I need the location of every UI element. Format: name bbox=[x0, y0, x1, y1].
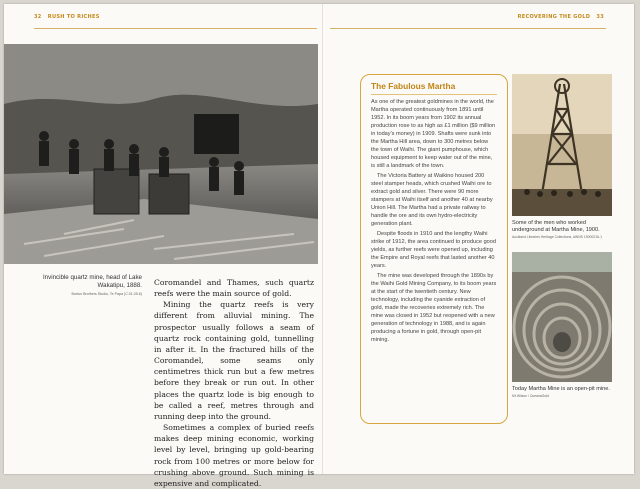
left-page-number: 32 bbox=[34, 14, 42, 20]
body-text bbox=[154, 277, 314, 489]
body-paragraph: Sometimes a complex of buried reefs makes deep mining economic, working level by level, bringing up gold-bearing rock from 100 metres or more below for crushing above ground. Such mining is expensive and complicated. bbox=[154, 423, 314, 488]
top-right-photo-caption bbox=[512, 220, 612, 240]
bottom-right-caption-credit: Kit Wilson / OceanaGold bbox=[512, 394, 549, 398]
left-header-rule bbox=[34, 28, 317, 29]
open-pit-mine-photo bbox=[512, 252, 612, 382]
right-header-rule bbox=[330, 28, 606, 29]
left-photo-caption bbox=[38, 274, 142, 297]
sidebar-title: The Fabulous Martha bbox=[371, 81, 456, 91]
left-caption-text: Invincible quartz mine, head of Lake Wakatipu, 1888. bbox=[42, 274, 142, 289]
sidebar-box bbox=[360, 74, 508, 424]
sidebar-paragraph: As one of the greatest goldmines in the world, the Martha operated continuously from 1891 until 1952. In its boom years from 1902 its annual production rose to as high as £1 million ($9 million in today's money) in 1909. Shafts were sunk into the Martha Hill area, down to 300 metres below the town of Waihi. The giant pumphouse, which housed equipment to keep water out of the mine, is still a landmark of the town. bbox=[371, 98, 496, 169]
sidebar-text bbox=[371, 98, 497, 344]
right-page-number: 33 bbox=[596, 14, 604, 20]
body-paragraph: Mining the quartz reefs is very different from alluvial mining. The prospector usually follows a seam of quartz rock containing gold, tunnelling in after it. In the fractured hills of the Coromandel, some seams only centimetres thick run but a few metres before they break or run out. In other places the quartz lode is big enough to be called a reef, metres through and running deep into the ground. bbox=[154, 300, 314, 421]
bottom-right-caption-text: Today Martha Mine is an open-pit mine. bbox=[512, 386, 610, 392]
left-running-header bbox=[34, 14, 100, 20]
bottom-right-photo-caption bbox=[512, 386, 612, 399]
body-paragraph: Coromandel and Thames, such quartz reefs were the main source of gold. bbox=[154, 278, 314, 299]
left-caption-credit: Burton Brothers Studio, Te Papa (C.01.05.6) bbox=[71, 292, 142, 296]
sidebar-paragraph: Despite floods in 1910 and the lengthy Waihi strike of 1912, the area continued to produce good yields, as further reefs were opened up, including the Empire and Royal reefs that lasted another 40 years. bbox=[371, 230, 497, 269]
sidebar-paragraph: The mine was developed through the 1890s by the Waihi Gold Mining Company, to its boom years at the start of the twentieth century. New technology, including the cyanide extraction of gold, made the recoveries extremely rich. The mine was closed in 1952 but reopened with a new generation of technology in 1988, and is again producing a fortune in gold, through open-pit mining. bbox=[371, 272, 497, 343]
book-spread bbox=[4, 4, 634, 488]
sidebar-title-rule bbox=[371, 94, 497, 95]
page-gutter bbox=[322, 4, 323, 474]
historic-miners-photo bbox=[4, 44, 318, 264]
top-right-caption-credit: Auckland Libraries Heritage Collections, AWNS 19000216-1 bbox=[512, 235, 602, 239]
right-running-header bbox=[518, 14, 604, 20]
right-section-title: RECOVERING THE GOLD bbox=[517, 14, 591, 20]
sidebar-paragraph: The Victoria Battery at Waikino housed 200 steel stamper heads, which crushed Waihi ore to extract gold and silver. There were 90 more stampers at Waihi itself and another 40 at nearby Union Hill. The Martha had a private railway to handle the ore and its own hydro-electricity generation plant. bbox=[371, 172, 493, 227]
left-section-title: RUSH TO RICHES bbox=[47, 14, 100, 20]
top-right-caption-text: Some of the men who worked underground at Martha Mine, 1900. bbox=[512, 220, 600, 233]
mine-headframe-photo bbox=[512, 74, 612, 216]
